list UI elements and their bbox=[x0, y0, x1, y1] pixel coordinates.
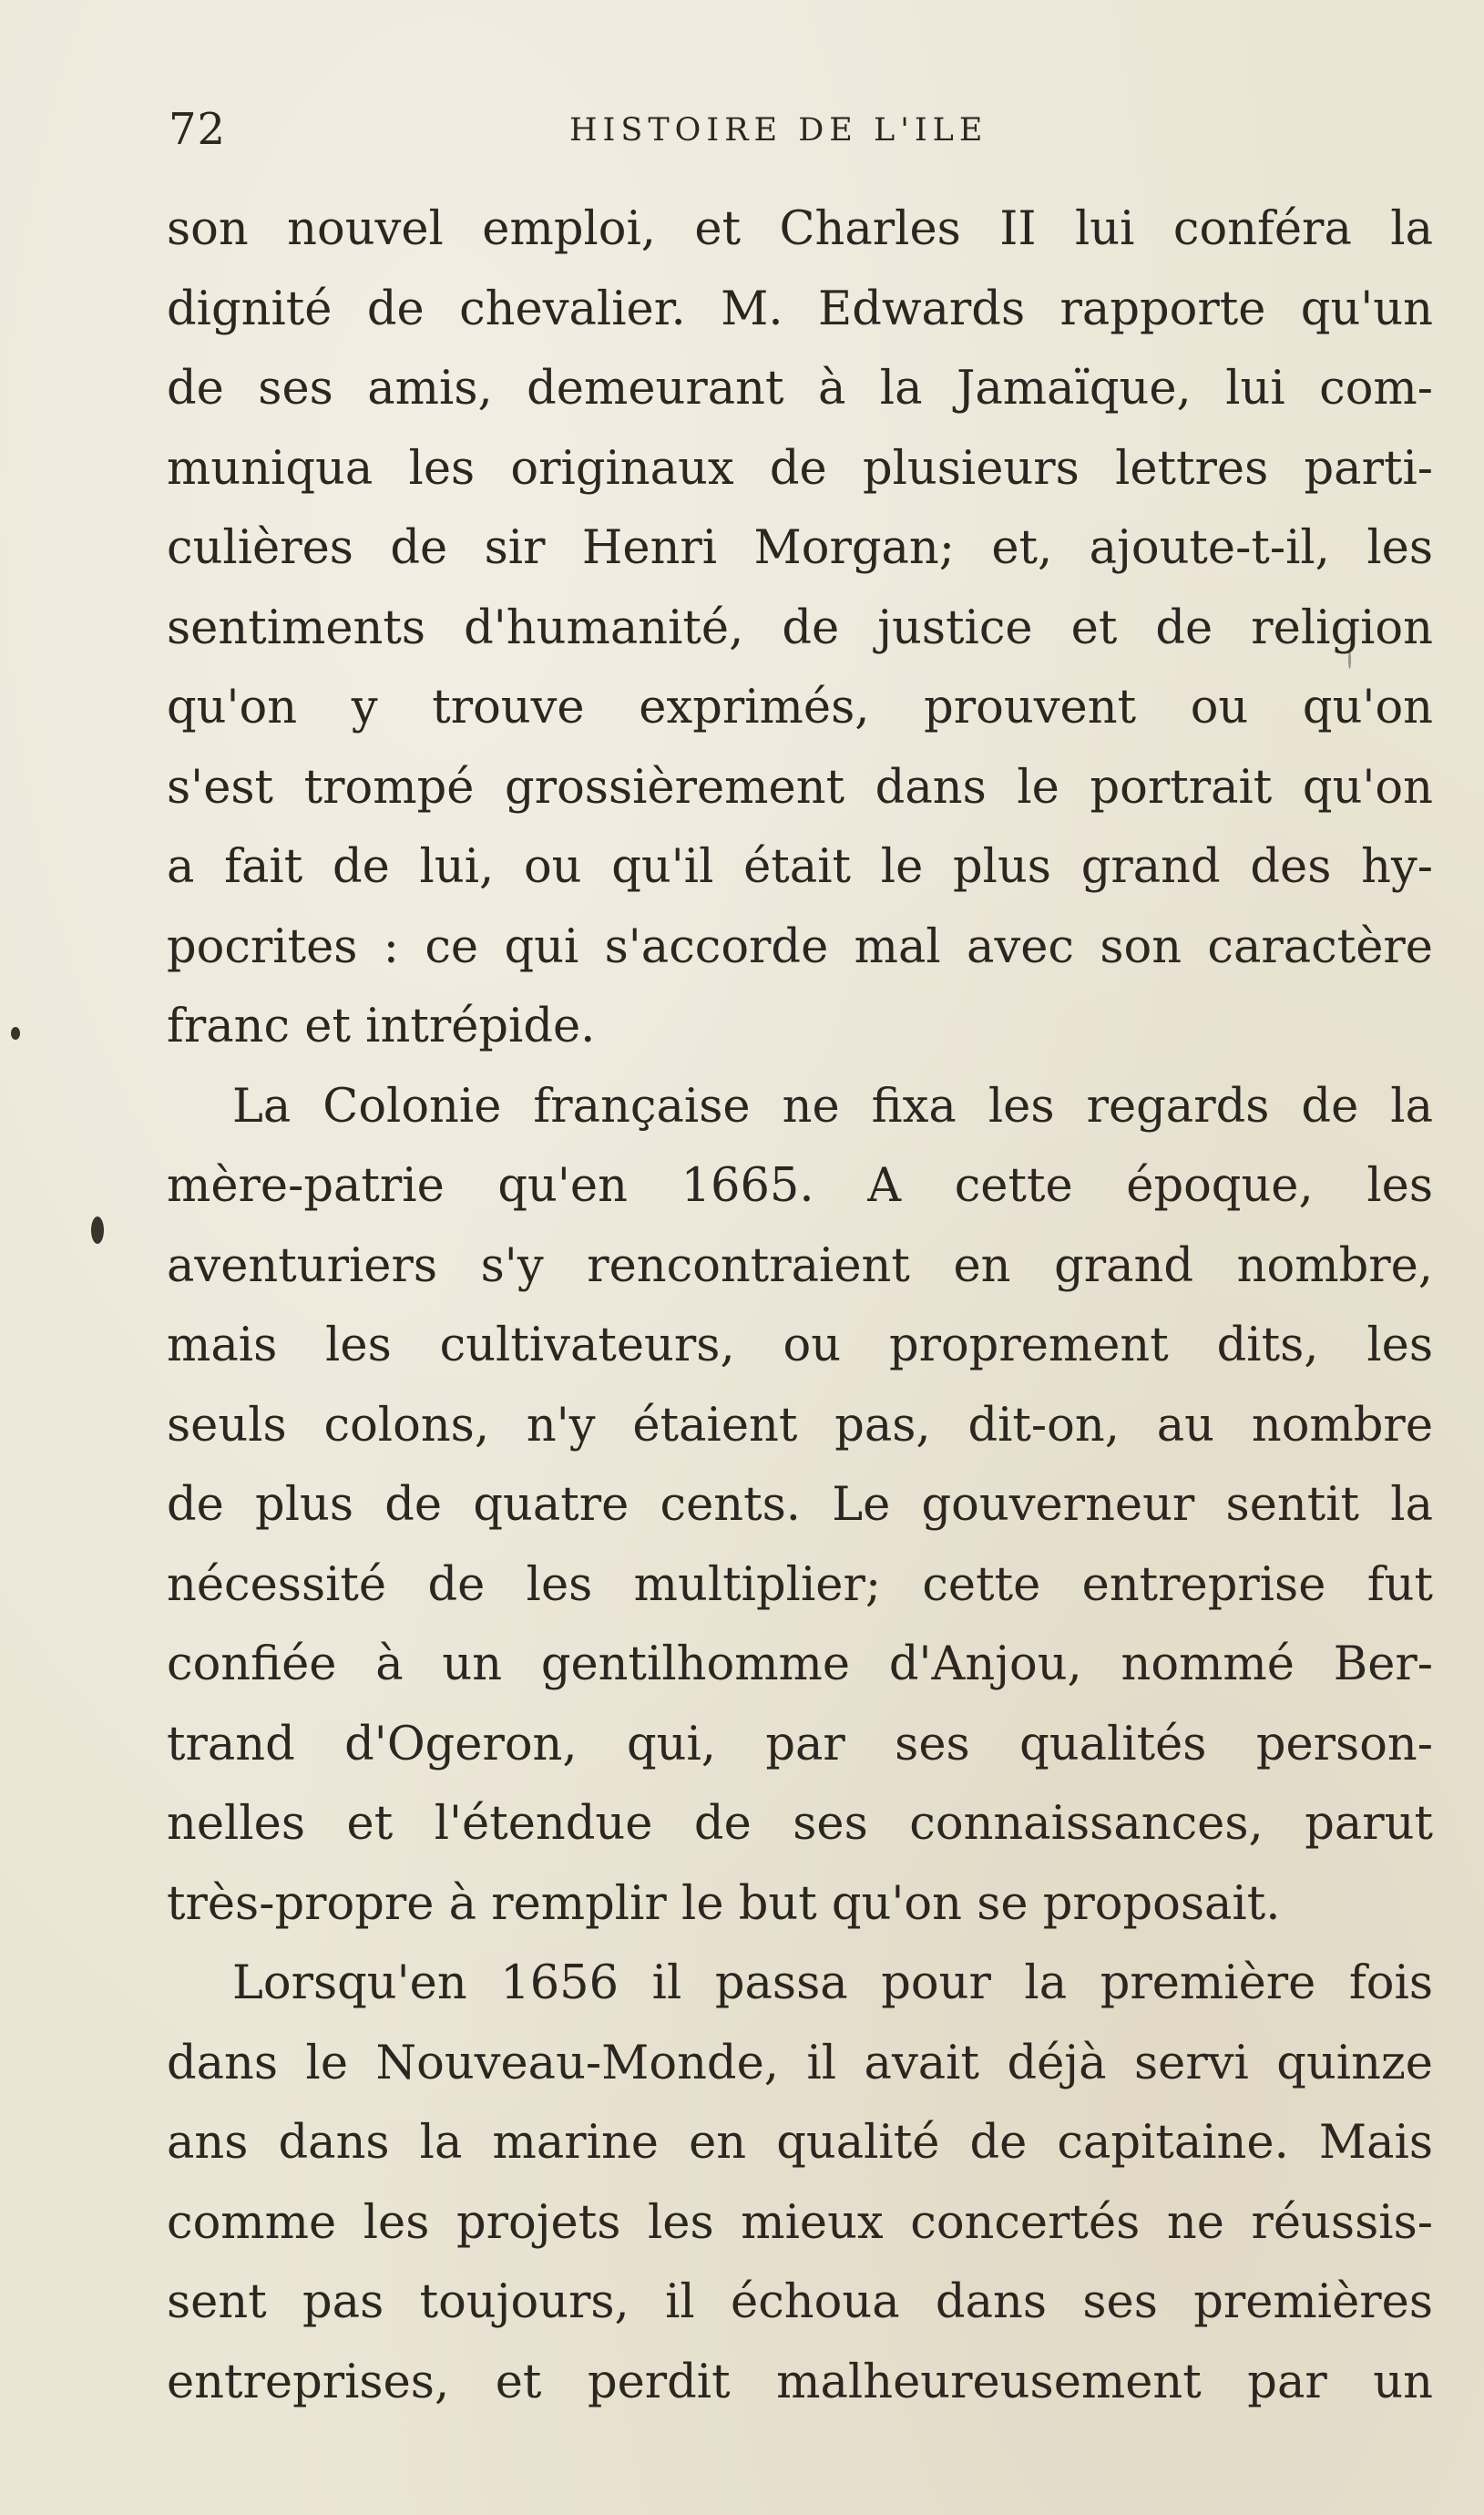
text-line: s'est trompé grossièrement dans le portrait qu'on bbox=[167, 760, 1433, 815]
text-line: seuls colons, n'y étaient pas, dit-on, au nombre bbox=[167, 1398, 1433, 1453]
text-line: aventuriers s'y rencontraient en grand nombre, bbox=[167, 1238, 1433, 1293]
page-number: 72 bbox=[169, 104, 227, 155]
text-line: dignité de chevalier. M. Edwards rapporte qu'un bbox=[167, 282, 1433, 336]
ink-speck bbox=[11, 1027, 20, 1040]
ink-speck bbox=[1348, 651, 1351, 669]
text-line: a fait de lui, ou qu'il était le plus grand des hy- bbox=[167, 840, 1433, 894]
text-line: mère-patrie qu'en 1665. A cette époque, les bbox=[167, 1159, 1433, 1213]
ink-speck bbox=[91, 1216, 104, 1244]
text-line: sent pas toujours, il échoua dans ses premières bbox=[167, 2275, 1433, 2329]
text-line: pocrites : ce qui s'accorde mal avec son caractère bbox=[167, 919, 1433, 974]
text-line: trand d'Ogeron, qui, par ses qualités person- bbox=[167, 1717, 1433, 1771]
text-line: de ses amis, demeurant à la Jamaïque, lui com- bbox=[167, 362, 1433, 416]
paragraph-start-line: Lorsqu'en 1656 il passa pour la première fois bbox=[232, 1956, 1433, 2010]
text-line: franc et intrépide. bbox=[167, 1000, 596, 1053]
text-line: comme les projets les mieux concertés ne réussis- bbox=[167, 2195, 1433, 2250]
text-line: son nouvel emploi, et Charles II lui conféra la bbox=[167, 202, 1433, 256]
text-line: nécessité de les multiplier; cette entreprise fut bbox=[167, 1557, 1433, 1612]
text-line: muniqua les originaux de plusieurs lettres parti- bbox=[167, 441, 1433, 496]
running-head: HISTOIRE DE L'ILE bbox=[569, 112, 988, 149]
text-line: de plus de quatre cents. Le gouverneur sentit la bbox=[167, 1478, 1433, 1532]
text-line: confiée à un gentilhomme d'Anjou, nommé Ber- bbox=[167, 1637, 1433, 1691]
text-line: dans le Nouveau-Monde, il avait déjà servi quinze bbox=[167, 2036, 1433, 2090]
text-line: entreprises, et perdit malheureusement par un bbox=[167, 2355, 1433, 2409]
text-line: qu'on y trouve exprimés, prouvent ou qu'on bbox=[167, 681, 1433, 734]
text-line: mais les cultivateurs, ou proprement dits, les bbox=[167, 1319, 1433, 1372]
text-line: très-propre à remplir le but qu'on se proposait. bbox=[167, 1876, 1281, 1931]
text-line: ans dans la marine en qualité de capitaine. Mais bbox=[167, 2116, 1433, 2170]
text-line: culières de sir Henri Morgan; et, ajoute-t-il, les bbox=[167, 521, 1433, 575]
paragraph-start-line: La Colonie française ne fixa les regards de la bbox=[232, 1079, 1433, 1134]
body-text bbox=[167, 190, 1433, 2422]
text-line: nelles et l'étendue de ses connaissances, parut bbox=[167, 1797, 1433, 1851]
text-line: sentiments d'humanité, de justice et de religion bbox=[167, 601, 1433, 655]
